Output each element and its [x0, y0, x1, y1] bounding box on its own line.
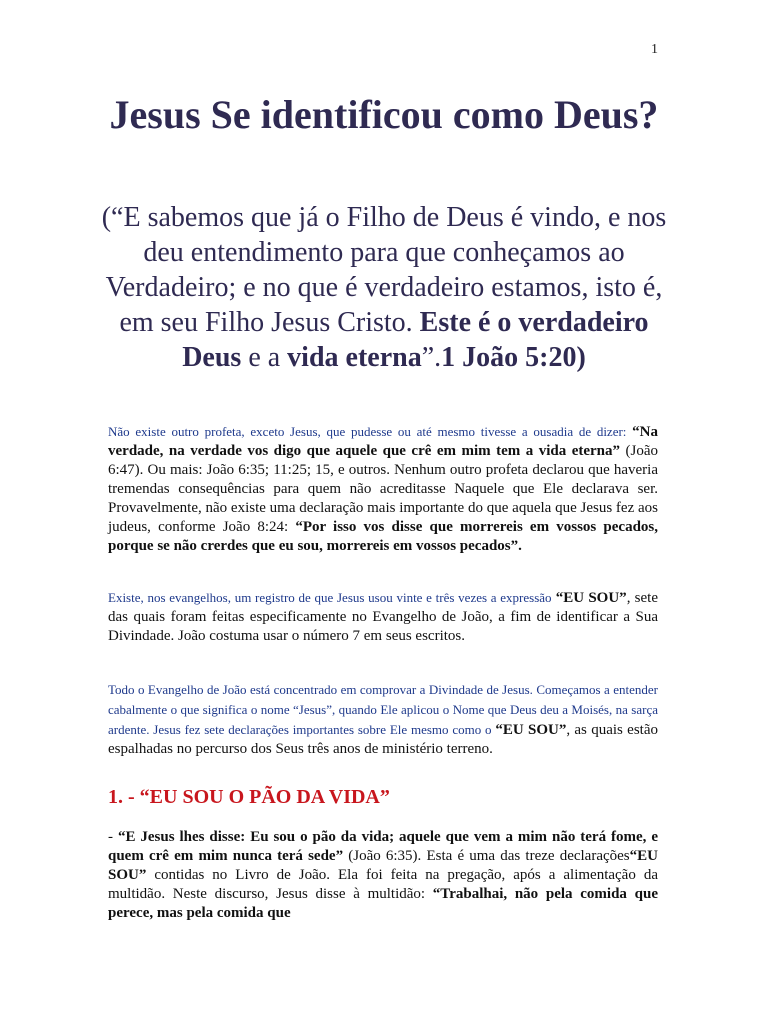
emphasis-eu-sou: “EU SOU”: [108, 848, 658, 883]
paragraph-intro: Existe, nos evangelhos, um registro de que Jesus usou vinte e três vezes a expressão: [108, 590, 552, 605]
paragraph-text: contidas no Livro de João. Ela foi feita na pregação, após a alimentação da multidão. Neste discurso, Jesus disse à multidão:: [108, 867, 658, 902]
epigraph-text: (“E sabemos que já o Filho de Deus é vindo, e nos deu entendimento para que conheçamos ao Verdadeiro; e no que é verdadeiro estamos, isto é, em seu Filho Jesus Cristo.: [101, 202, 667, 338]
paragraph-text: (João 6:47). Ou mais: João 6:35; 11:25; 15, e outros. Nenhum outro profeta declarou que haveria tremendas consequências para quem não acreditasse Naquele que Ele declarava ser. Provavelmente, não existe uma declaração mais importante do que aquela que Jesus fez aos judeus, conforme João 8:24:: [108, 443, 658, 535]
page-number: 1: [651, 42, 658, 57]
paragraph-1: [108, 422, 658, 556]
paragraph-4: [108, 828, 658, 923]
paragraph-intro: Não existe outro profeta, exceto Jesus, que pudesse ou até mesmo tivesse a ousadia de dizer:: [108, 424, 633, 439]
document-title: Jesus Se identificou como Deus?: [109, 92, 659, 137]
section-heading: 1. - “EU SOU O PÃO DA VIDA”: [108, 786, 390, 808]
paragraph-text: , as quais estão espalhadas no percurso dos Seus três anos de ministério terreno.: [108, 722, 658, 757]
bible-quote: “Na verdade, na verdade vos digo que aquele que crê em mim tem a vida eterna”: [108, 424, 658, 459]
paragraph-text: , sete das quais foram feitas especificamente no Evangelho de João, a fim de identificar a Sua Divindade. João costuma usar o número 7 em seus escritos.: [108, 590, 658, 644]
emphasis-eu-sou: “EU SOU”: [551, 590, 627, 606]
epigraph-emphasis: Este é o verdadeiro Deus: [182, 307, 649, 373]
paragraph-2: [108, 588, 658, 646]
epigraph-text: e a: [241, 342, 288, 373]
paragraph-intro: Todo o Evangelho de João está concentrado em comprovar a Divindade de Jesus. Começamos a entender cabalmente o que significa o nome “Jesus”, quando Ele aplicou o Nome que Deus deu a Moisés, na sarça ardente. Jesus fez sete declarações importantes sobre Ele mesmo como o: [108, 682, 658, 737]
bible-quote: “Por isso vos disse que morrereis em vossos pecados, porque se não crerdes que eu sou, morrereis em vossos pecados”.: [108, 519, 658, 554]
emphasis-eu-sou: “EU SOU”: [495, 722, 567, 738]
bible-quote: “E Jesus lhes disse: Eu sou o pão da vida; aquele que vem a mim não terá fome, e quem crê em mim nunca terá sede”: [108, 829, 658, 864]
paragraph-3: [108, 680, 658, 759]
epigraph-quote: [100, 200, 668, 375]
epigraph-emphasis: vida eterna: [287, 342, 422, 373]
epigraph-text: ”.: [421, 342, 442, 373]
epigraph-reference: 1 João 5:20): [441, 342, 586, 373]
bible-quote: “Trabalhai, não pela comida que perece, mas pela comida que: [108, 886, 658, 921]
paragraph-text: -: [108, 829, 118, 845]
paragraph-text: (João 6:35). Esta é uma das treze declarações: [343, 848, 630, 864]
